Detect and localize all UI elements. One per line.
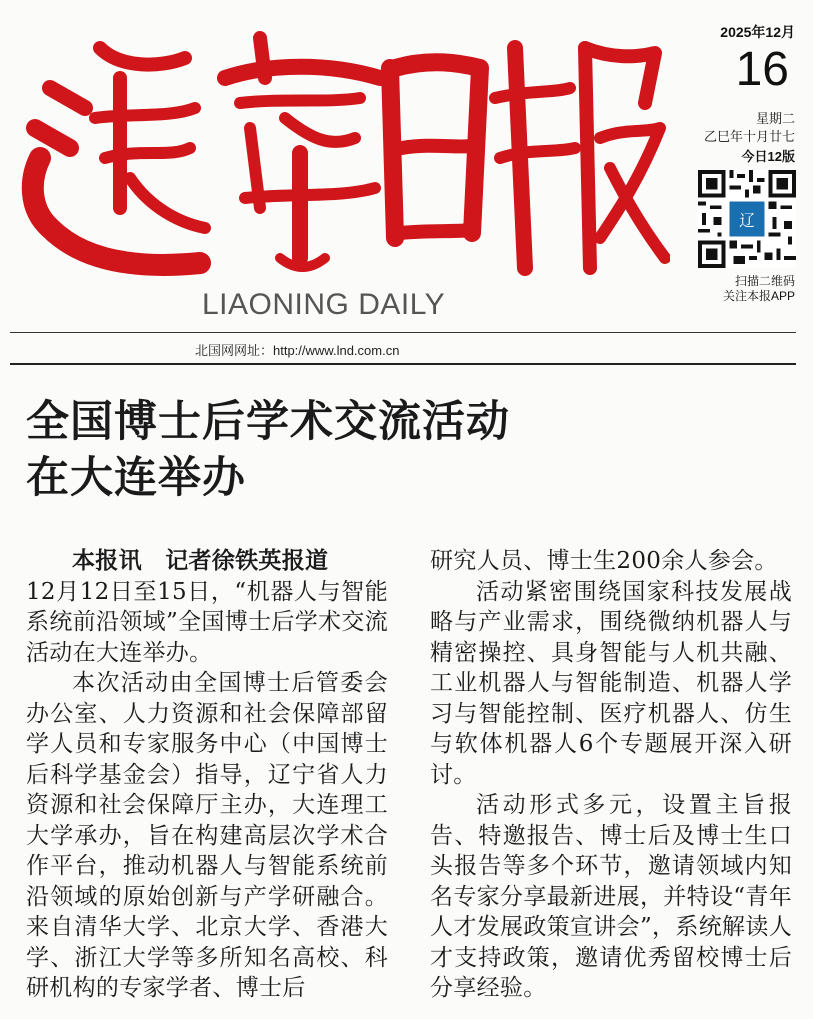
svg-text:辽: 辽 <box>739 211 755 231</box>
paragraph-1: 12月12日至15日，“机器人与智能系统前沿领域”全国博士后学术交流活动在大连举办。 <box>26 578 388 666</box>
newspaper-logo <box>10 8 670 288</box>
qr-caption <box>723 274 795 304</box>
page-count: 今日12版 <box>741 149 795 164</box>
article-column-right <box>430 546 792 1004</box>
website-link[interactable]: 北国网网址：http://www.lnd.com.cn <box>195 343 400 358</box>
lunar-date: 乙巳年十月廿七 <box>703 129 795 144</box>
english-name: LIAONING DAILY <box>202 288 446 321</box>
qr-caption-line1: 扫描二维码 <box>734 274 795 288</box>
headline-line1: 全国博士后学术交流活动 <box>26 397 510 447</box>
paragraph-4: 活动形式多元，设置主旨报告、特邀报告、博士后及博士生口头报告等多个环节，邀请领域内知名专家分享最新进展，并特设“青年人才发展政策宣讲会”，系统解读人才支持政策，邀请优秀留校博士后分享经验。 <box>430 792 792 1001</box>
byline: 本报讯 记者徐铁英报道 <box>72 547 329 574</box>
masthead <box>0 0 813 358</box>
divider-top <box>10 332 796 333</box>
headline-line2: 在大连举办 <box>26 453 246 503</box>
divider-bottom <box>10 363 796 365</box>
article-headline <box>26 394 786 506</box>
article-column-left <box>26 546 388 1004</box>
qr-code-icon[interactable] <box>698 170 796 268</box>
weekday: 星期二 <box>755 111 795 126</box>
year-month: 2025年12月 <box>720 24 795 40</box>
paragraph-3: 活动紧密围绕国家科技发展战略与产业需求，围绕微纳机器人与精密操控、具身智能与人机共融、工业机器人与智能制造、机器人学习与智能控制、医疗机器人、仿生与软体机器人6个专题展开深入研讨。 <box>430 578 792 788</box>
paragraph-2: 本次活动由全国博士后管委会办公室、人力资源和社会保障部留学人员和专家服务中心（中国博士后科学基金会）指导，辽宁省人力资源和社会保障厅主办，大连理工大学承办，旨在构建高层次学术合作平台，推动机器人与智能系统前沿领域的原始创新与产学研融合。来自清华大学、北京大学、香港大学、浙江大学等多所知名高校、科研机构的专家学者、博士后 <box>26 670 388 1001</box>
paragraph-2-continued: 研究人员、博士生200余人参会。 <box>430 548 778 574</box>
qr-caption-line2: 关注本报APP <box>722 289 795 303</box>
day-number: 16 <box>735 43 789 96</box>
